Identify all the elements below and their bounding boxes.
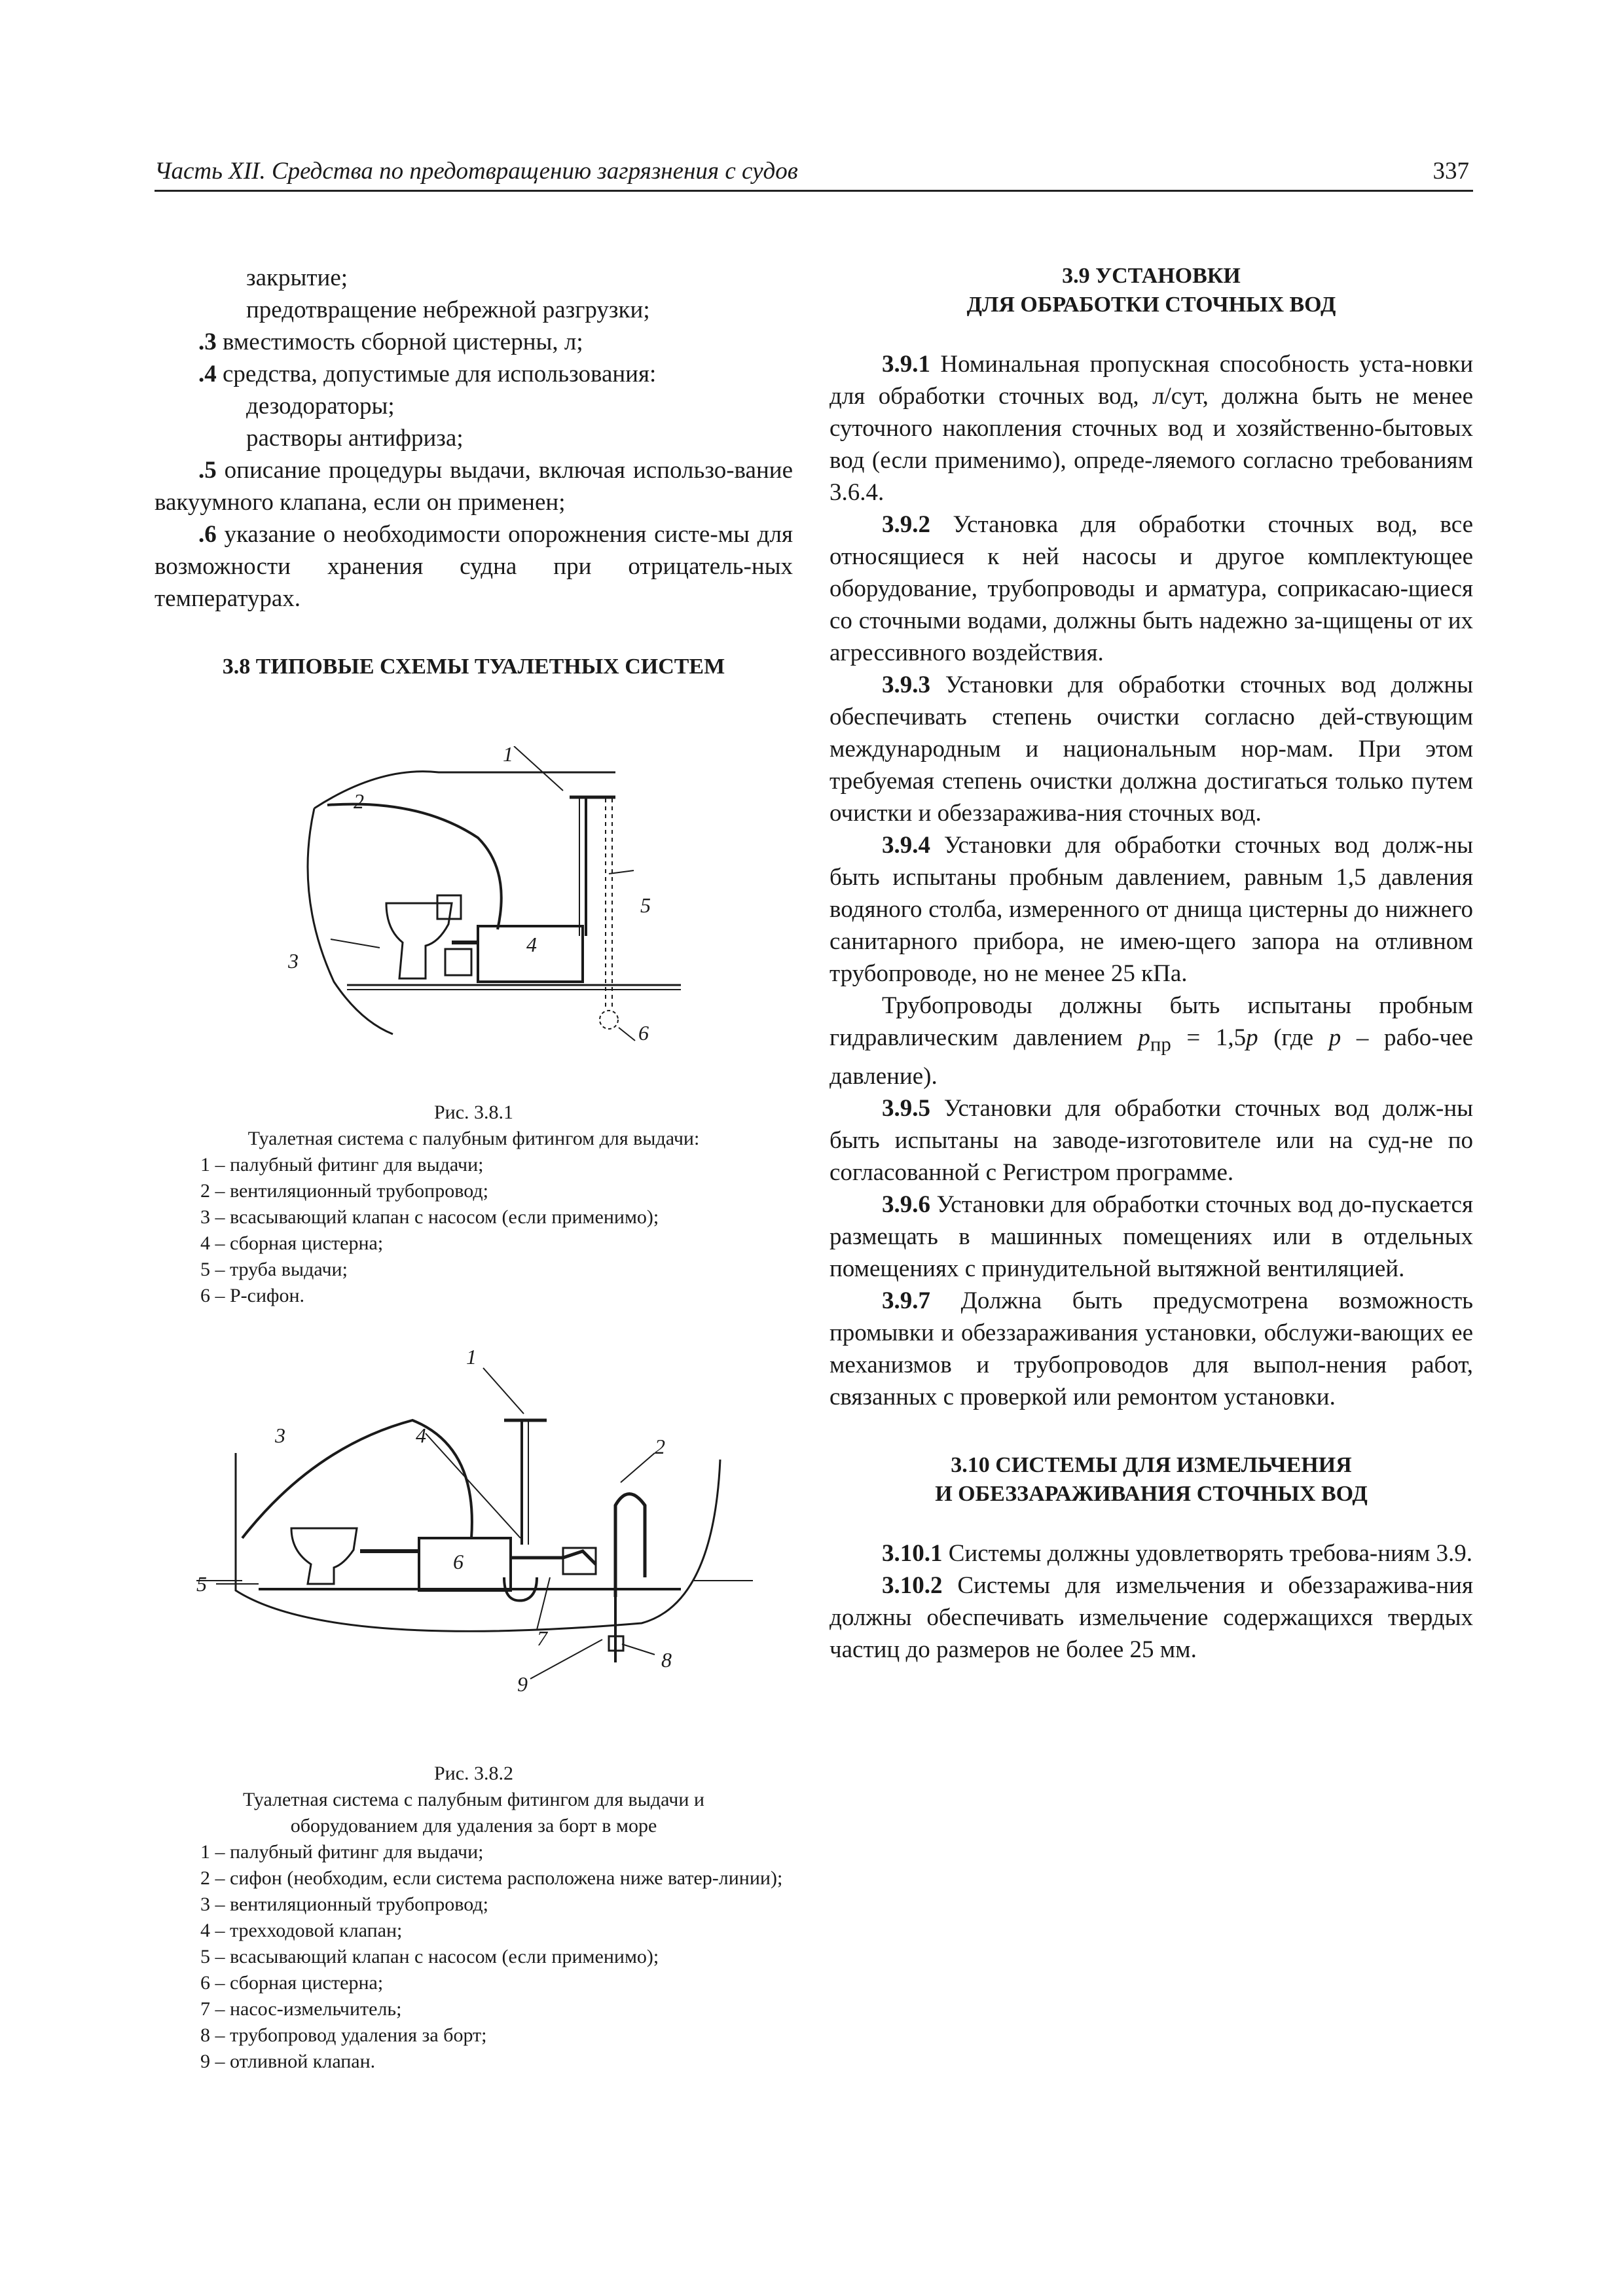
fig1-label-6: 6 [638,1021,649,1045]
fig1-label-1: 1 [503,742,513,766]
paragraph-3-9-3 [830,669,1473,829]
caption-item: 6 – Р-сифон. [200,1285,305,1306]
paragraph-3-9-1 [830,348,1473,509]
clause-text: Трубопроводы должны быть испытаны пробным гидравлическим давлением [830,992,1473,1051]
clause-number: 3.9.4 [882,832,930,859]
clause-text: Системы должны удовлетворять требова-ниям 3.9. [942,1540,1472,1568]
subscript-pr: пр [1150,1033,1171,1056]
caption-item: 6 – сборная цистерна; [200,1972,384,1994]
fig2-label-9: 9 [517,1672,528,1696]
caption-item: 3 – всасывающий клапан с насосом (если применимо); [200,1206,659,1228]
paragraph-3-9-6 [830,1189,1473,1285]
fig2-label-3: 3 [275,1424,285,1447]
item-text: описание процедуры выдачи, включая использо-вание вакуумного клапана, если он применен; [155,457,793,516]
paragraph-3-9-2 [830,509,1473,669]
caption-item: 1 – палубный фитинг для выдачи; [200,1841,484,1863]
item-text: средства, допустимые для использования: [216,361,657,387]
clause-text: Системы для измельчения и обеззаражива-ния должны обеспечивать измельчение содержащихся твердых частиц до размеров не более 25 мм. [830,1572,1473,1664]
clause-text: (где [1258,1024,1329,1051]
clause-number: 3.9.2 [882,511,930,538]
caption-item: 5 – всасывающий клапан с насосом (если применимо); [200,1946,659,1967]
item-text: указание о необходимости опорожнения систе-мы для возможности хранения судна при отрицатель-ных температурах. [155,521,793,612]
caption-3-8-2 [155,1761,793,2075]
section-heading-3-9-line1: 3.9 УСТАНОВКИ [1062,264,1241,288]
fig2-label-8: 8 [661,1648,672,1672]
section-heading-3-8: 3.8 ТИПОВЫЕ СХЕМЫ ТУАЛЕТНЫХ СИСТЕМ [222,655,725,679]
clause-text: Установки для обработки сточных вод до-пускается размещать в машинных помещениях или в отдельных помещениях с принудительной вытяжной вентиляцией. [830,1191,1473,1283]
symbol-p: p [1138,1024,1150,1051]
fig2-label-4: 4 [416,1424,426,1447]
figure-number: Рис. 3.8.2 [433,1763,514,1784]
figure-3-8-1 [288,742,694,1054]
paragraph-3-9-7 [830,1285,1473,1413]
paragraph-3-10-1 [830,1537,1473,1570]
fig2-label-2: 2 [655,1435,665,1458]
clause-number: 3.9.5 [882,1095,930,1122]
caption-item: 8 – трубопровод удаления за борт; [200,2024,487,2046]
clause-text: – рабо-чее давление). [830,1024,1474,1090]
paragraph-3-9-4 [830,829,1473,990]
caption-item: 2 – вентиляционный трубопровод; [200,1180,488,1202]
caption-item: 7 – насос-измельчитель; [200,1998,402,2020]
clause-text: Установки для обработки сточных вод долж-ны быть испытаны на заводе-изготовителе или на суд-не по согласованной с Регистром программе. [830,1095,1473,1187]
list-item [155,358,793,390]
fig2-label-5: 5 [196,1572,207,1596]
clause-number: 3.9.7 [882,1287,930,1315]
list-item [155,454,793,518]
clause-text: Номинальная пропускная способность уста-новки для обработки сточных вод, л/сут, должна быть не менее суточного накопления сточных вод и хозяйственно-бытовых вод (если применимо), опреде-ляемого согласно требованиям 3.6.4. [830,351,1473,506]
list-subitem: растворы антифриза; [246,425,464,452]
caption-item: 9 – отливной клапан. [200,2051,376,2072]
list-line: предотвращение небрежной разгрузки; [246,296,650,323]
figure-title: Туалетная система с палубным фитингом для выдачи и оборудованием для удаления за борт в море [243,1789,704,1837]
running-title: Часть XII. Средства по предотвращению загрязнения с судов [155,158,798,185]
left-column [155,262,793,681]
paragraph-3-10-2 [830,1570,1473,1666]
clause-number: 3.10.1 [882,1540,943,1568]
figure-title: Туалетная система с палубным фитингом для выдачи: [247,1128,700,1149]
list-item [155,518,793,615]
fig1-label-3: 3 [288,949,299,973]
figure-number: Рис. 3.8.1 [433,1102,514,1123]
caption-item: 4 – трехходовой клапан; [200,1920,403,1941]
item-text: вместимость сборной цистерны, л; [216,329,583,355]
caption-item: 1 – палубный фитинг для выдачи; [200,1154,484,1175]
list-line: закрытие; [246,264,348,291]
fig2-label-1: 1 [466,1345,477,1369]
caption-item: 4 – сборная цистерна; [200,1232,384,1254]
clause-number: 3.10.2 [882,1572,943,1600]
clause-text: Установки для обработки сточных вод долж-ны быть испытаны пробным давлением, равным 1,5 давления водяного столба, измеренного от днища цистерны до нижнего санитарного прибора, не имею-щего запора на отливном трубопроводе, но не менее 25 кПа. [830,832,1473,987]
clause-text: = 1,5 [1171,1024,1247,1051]
figure-3-8-2 [196,1342,753,1721]
clause-text: Должна быть предусмотрена возможность промывки и обеззараживания установки, обслужи-вающих ее механизмов и трубопроводов для выпол-нения работ, связанных с проверкой или ремонтом установки. [830,1287,1473,1411]
caption-item: 3 – вентиляционный трубопровод; [200,1893,488,1915]
caption-item: 5 – труба выдачи; [200,1259,348,1280]
clause-number: 3.9.3 [882,672,930,698]
fig2-label-7: 7 [537,1626,547,1650]
paragraph-3-9-5 [830,1092,1473,1189]
section-heading-3-9-line2: ДЛЯ ОБРАБОТКИ СТОЧНЫХ ВОД [966,293,1336,317]
clause-text: Установки для обработки сточных вод должны обеспечивать степень очистки согласно дей-ствующим международным и национальным нор-мам. При этом требуемая степень очистки должна достигаться только путем очистки и обеззаражива-ния сточных вод. [830,672,1473,827]
page-number: 337 [1432,158,1469,185]
item-number: .4 [198,361,217,387]
list-subitem: дезодораторы; [246,393,395,420]
item-number: .6 [198,521,217,548]
running-header [155,149,1473,192]
fig1-label-5: 5 [640,893,651,917]
paragraph-3-9-4-pressure [830,990,1473,1092]
fig1-label-4: 4 [526,933,537,956]
symbol-p: p [1328,1024,1341,1051]
caption-item: 2 – сифон (необходим, если система расположена ниже ватер-линии); [200,1867,783,1889]
caption-3-8-1 [155,1100,793,1309]
item-number: .5 [198,457,217,484]
clause-number: 3.9.6 [882,1191,930,1219]
list-item [155,326,793,358]
section-heading-3-10-line1: 3.10 СИСТЕМЫ ДЛЯ ИЗМЕЛЬЧЕНИЯ [951,1453,1352,1478]
figure-3-8-1-drawing [288,746,694,1054]
clause-number: 3.9.1 [882,351,930,378]
clause-text: Установка для обработки сточных вод, все относящиеся к ней насосы и другое комплектующее оборудование, трубопроводы и арматура, соприкасаю-щиеся со сточными водами, должны быть надежно за-щищены от их агрессивного воздействия. [830,511,1473,666]
symbol-p: p [1246,1024,1258,1051]
section-heading-3-10-line2: И ОБЕЗЗАРАЖИВАНИЯ СТОЧНЫХ ВОД [935,1482,1368,1507]
fig2-label-6: 6 [453,1550,464,1573]
right-column [830,262,1473,1666]
fig1-label-2: 2 [354,789,364,813]
item-number: .3 [198,329,217,355]
